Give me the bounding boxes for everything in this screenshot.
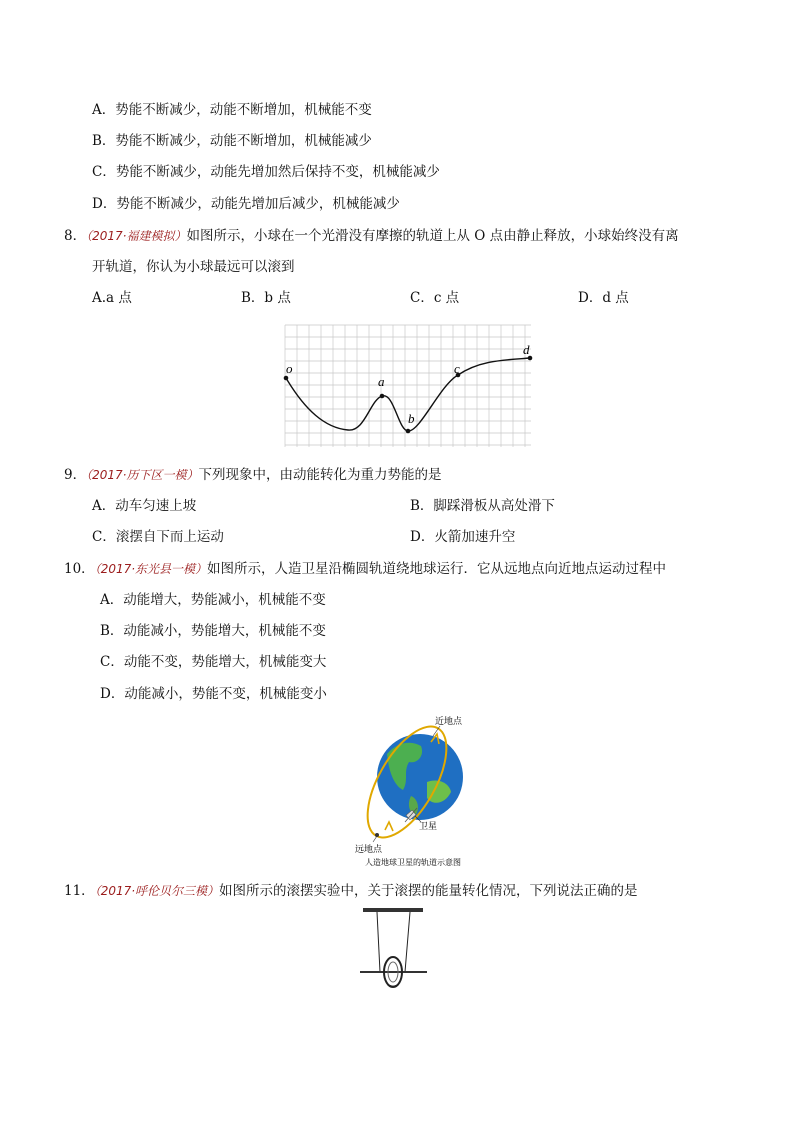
- q8-option-a: A.a 点: [92, 290, 132, 306]
- q8-label-a: a: [378, 374, 385, 389]
- q7-option-b: B．势能不断减少，动能不断增加，机械能减少: [92, 133, 372, 149]
- q8-label-d: d: [523, 342, 530, 357]
- perigee-label: 近地点: [435, 717, 463, 727]
- q11-stem: [64, 882, 638, 900]
- q9-number: 9．: [64, 467, 87, 483]
- q9-option-b: B．脚踩滑板从高处滑下: [410, 498, 555, 514]
- q8-label-o: o: [286, 361, 293, 376]
- q11-source: （2017·呼伦贝尔三模）: [94, 884, 220, 898]
- q9-source: （2017·历下区一模）: [86, 468, 199, 482]
- q8-stem-line1: 如图所示，小球在一个光滑没有摩擦的轨道上从 O 点由静止释放，小球始终没有离: [186, 228, 679, 244]
- q10-stem-text: 如图所示，人造卫星沿椭圆轨道绕地球运行．它从远地点向近地点运动过程中: [207, 561, 667, 577]
- q8-stem-line2: 开轨道，你认为小球最远可以滚到: [92, 259, 295, 275]
- q9-stem: [64, 466, 441, 484]
- q8-option-b: B．b 点: [241, 290, 291, 306]
- orbit-caption: 人造地球卫星的轨道示意图: [365, 858, 461, 867]
- q10-option-a: A．动能增大，势能减小，机械能不变: [100, 592, 326, 608]
- q8-option-d: D．d 点: [578, 290, 629, 306]
- q8-stem: [64, 227, 679, 245]
- q8-label-b: b: [408, 411, 415, 426]
- q7-option-d: D．势能不断减少，动能先增加后减少，机械能减少: [92, 196, 400, 212]
- q11-pendulum-figure: [355, 904, 435, 992]
- satellite-label: 卫星: [419, 822, 438, 832]
- q10-option-d: D．动能减小，势能不变，机械能变小: [100, 686, 327, 702]
- q10-source: （2017·东光县一模）: [94, 562, 208, 576]
- q10-stem: [64, 560, 666, 578]
- q9-option-d: D．火箭加速升空: [410, 529, 516, 545]
- q8-track-figure: [280, 320, 536, 454]
- q10-number: 10．: [64, 561, 95, 577]
- q7-option-a: A．势能不断减少，动能不断增加，机械能不变: [92, 102, 372, 118]
- q7-option-c: C．势能不断减少，动能先增加然后保持不变，机械能减少: [92, 164, 440, 180]
- q8-option-c: C．c 点: [410, 290, 460, 306]
- q8-source: （2017·福建模拟）: [86, 229, 187, 243]
- q10-orbit-figure: [345, 712, 485, 874]
- q9-option-a: A．动车匀速上坡: [92, 498, 197, 514]
- q9-stem-text: 下列现象中，由动能转化为重力势能的是: [198, 467, 442, 483]
- q11-stem-text: 如图所示的滚摆实验中，关于滚摆的能量转化情况，下列说法正确的是: [219, 883, 638, 899]
- q10-option-b: B．动能减小，势能增大，机械能不变: [100, 623, 326, 639]
- q11-number: 11．: [64, 883, 95, 899]
- q8-number: 8．: [64, 228, 87, 244]
- q8-label-c: c: [454, 361, 460, 376]
- apogee-label: 远地点: [355, 845, 383, 855]
- q9-option-c: C．滚摆自下而上运动: [92, 529, 224, 545]
- q10-option-c: C．动能不变，势能增大，机械能变大: [100, 654, 327, 670]
